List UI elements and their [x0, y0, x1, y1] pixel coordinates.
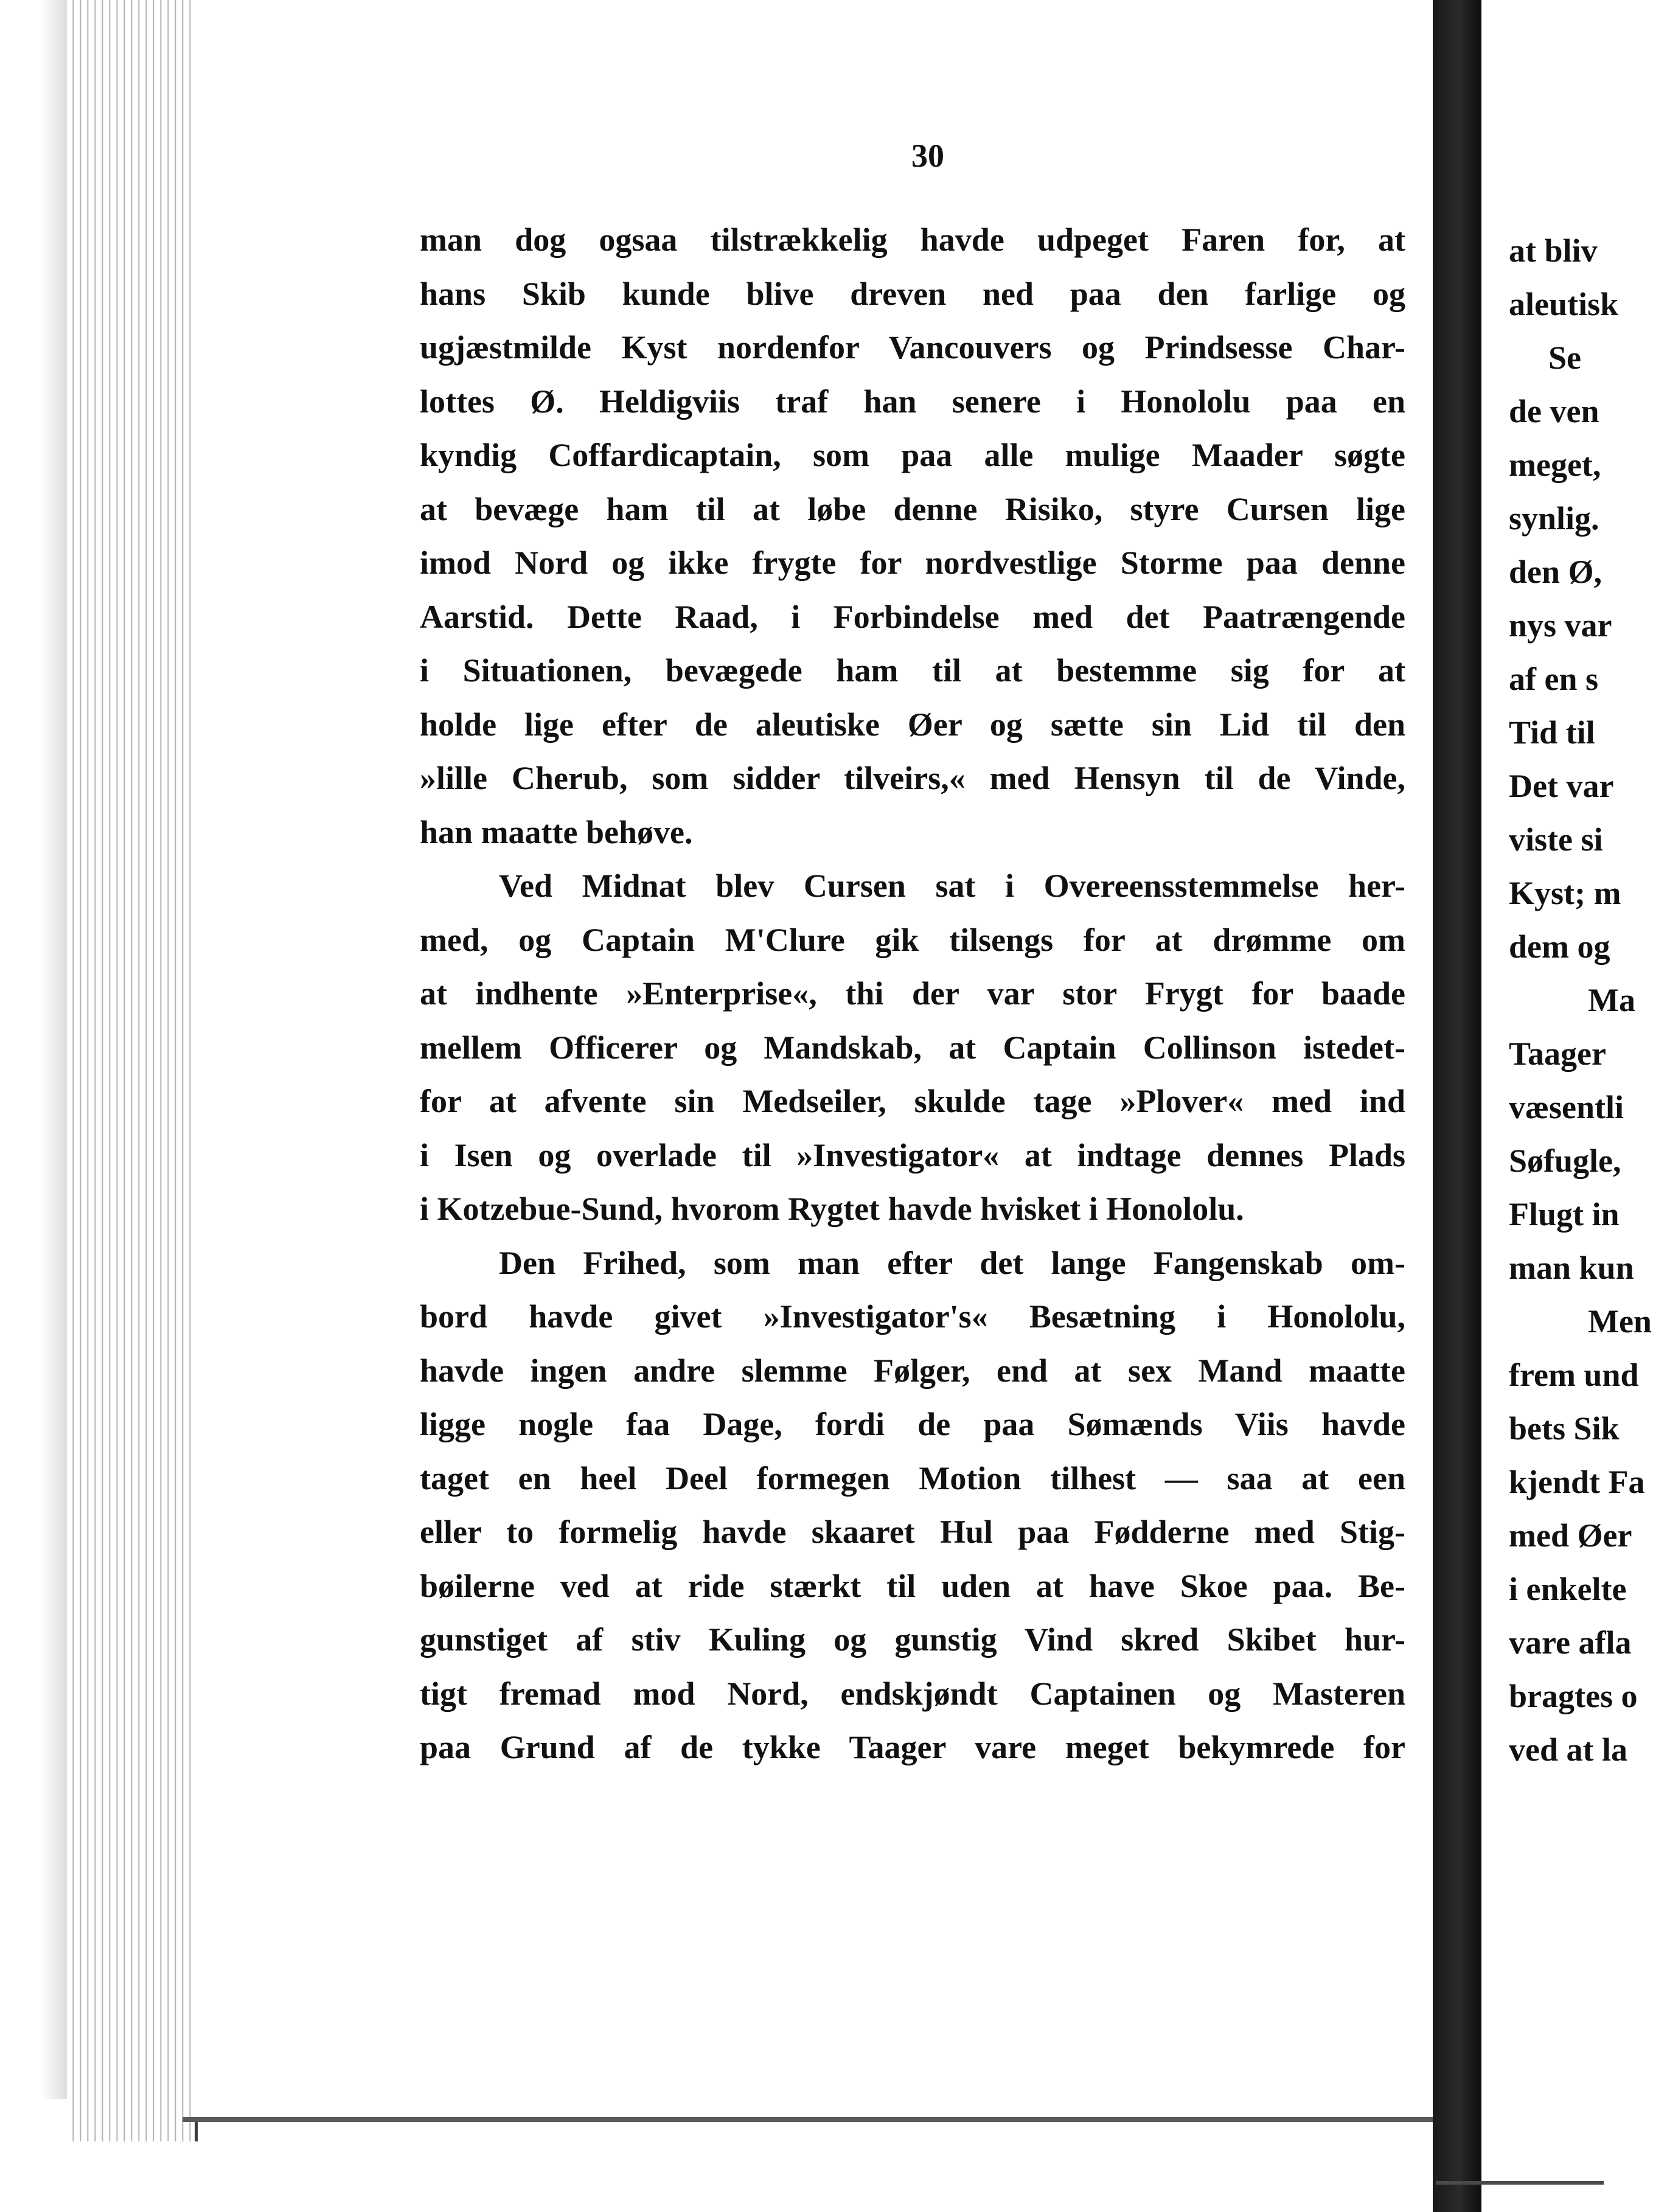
text-line: eller to formelig havde skaaret Hul paa Fødderne med Stig- [420, 1514, 1405, 1550]
text-line: for at afvente sin Medseiler, skulde tage »Plover« med ind [420, 1083, 1405, 1119]
right-page-text [1509, 224, 1667, 1776]
text-line: Men [1588, 1303, 1652, 1340]
text-line: Ma [1588, 982, 1635, 1018]
text-line: Kyst; m [1509, 875, 1621, 911]
text-line: Aarstid. Dette Raad, i Forbindelse med det Paatrængende [420, 598, 1405, 635]
left-page-text [420, 213, 1405, 1775]
text-line: holde lige efter de aleutiske Øer og sætte sin Lid til den [420, 706, 1405, 743]
text-line: taget en heel Deel formegen Motion tilhest — saa at een [420, 1459, 1405, 1497]
text-line: de ven [1509, 393, 1599, 430]
text-line: bets Sik [1509, 1410, 1620, 1447]
text-line: den Ø, [1509, 554, 1603, 590]
text-line: man kun [1509, 1250, 1634, 1286]
text-line: Ved Midnat blev Cursen sat i Overeensstemmelse her- [499, 868, 1405, 904]
text-line: paa Grund af de tykke Taager vare meget bekymrede for [420, 1729, 1405, 1765]
text-line: synlig. [1509, 500, 1599, 537]
text-line: man dog ogsaa tilstrækkelig havde udpeget Faren for, at [420, 221, 1405, 258]
text-line: bøilerne ved at ride stærkt til uden at have Skoe paa. Be- [420, 1567, 1405, 1604]
book-gutter [1433, 0, 1481, 2212]
text-line: af en s [1509, 661, 1598, 697]
text-line: at indhente »Enterprise«, thi der var stor Frygt for baade [420, 975, 1405, 1012]
text-line: at bevæge ham til at løbe denne Risiko, styre Cursen lige [420, 490, 1405, 527]
text-line: lottes Ø. Heldigviis traf han senere i Honololu paa en [420, 383, 1405, 420]
text-line: bragtes o [1509, 1678, 1638, 1714]
text-line: Søfugle, [1509, 1143, 1621, 1179]
text-line: væsentli [1509, 1089, 1624, 1125]
text-line: i enkelte [1509, 1571, 1627, 1607]
text-line: frem und [1509, 1357, 1639, 1393]
text-line: viste si [1509, 821, 1603, 858]
text-line: Taager [1509, 1035, 1606, 1072]
text-line: gunstiget af stiv Kuling og gunstig Vind skred Skibet hur- [420, 1621, 1405, 1658]
text-line: at bliv [1509, 232, 1598, 269]
page-edges-stack [67, 0, 198, 2141]
text-line: med, og Captain M'Clure gik tilsengs for at drømme om [420, 921, 1405, 958]
text-line: »lille Cherub, som sidder tilveirs,« med Hensyn til de Vinde, [420, 760, 1405, 796]
text-line: nys var [1509, 607, 1612, 644]
page-number: 30 [911, 137, 944, 174]
text-line: Flugt in [1509, 1196, 1620, 1233]
text-line: kyndig Coffardicaptain, som paa alle mulige Maader søgte [420, 437, 1405, 473]
text-line: i Isen og overlade til »Investigator« at indtage dennes Plads [420, 1136, 1405, 1174]
text-line: Den Frihed, som man efter det lange Fangenskab om- [499, 1244, 1405, 1281]
page-edge-shadow [0, 0, 68, 2099]
text-line: ved at la [1509, 1731, 1627, 1768]
page-bottom-edge [183, 2117, 1442, 2122]
text-line: ligge nogle faa Dage, fordi de paa Sømænds Viis havde [420, 1406, 1405, 1442]
text-line: hans Skib kunde blive dreven ned paa den farlige og [420, 275, 1405, 312]
text-line: i Situationen, bevægede ham til at bestemme sig for at [420, 652, 1405, 689]
right-page-bottom-edge [1436, 2181, 1604, 2185]
text-line: Det var [1509, 768, 1614, 804]
text-line: i Kotzebue-Sund, hvorom Rygtet havde hvisket i Honololu. [420, 1191, 1244, 1227]
text-line: aleutisk [1509, 286, 1619, 322]
text-line: tigt fremad mod Nord, endskjøndt Captainen og Masteren [420, 1675, 1405, 1712]
text-line: ugjæstmilde Kyst nordenfor Vancouvers og Prindsesse Char- [420, 329, 1405, 366]
text-line: havde ingen andre slemme Følger, end at sex Mand maatte [420, 1352, 1405, 1389]
text-line: vare afla [1509, 1624, 1632, 1661]
text-line: Se [1548, 339, 1581, 376]
text-line: bord havde givet »Investigator's« Besætning i Honololu, [420, 1298, 1405, 1335]
text-line: med Øer [1509, 1517, 1632, 1554]
text-line: mellem Officerer og Mandskab, at Captain Collinson istedet- [420, 1029, 1405, 1066]
text-line: imod Nord og ikke frygte for nordvestlige Storme paa denne [420, 544, 1405, 581]
text-line: kjendt Fa [1509, 1464, 1645, 1500]
text-line: meget, [1509, 447, 1601, 483]
text-line: dem og [1509, 928, 1610, 965]
text-line: han maatte behøve. [420, 813, 693, 850]
text-line: Tid til [1509, 714, 1595, 751]
